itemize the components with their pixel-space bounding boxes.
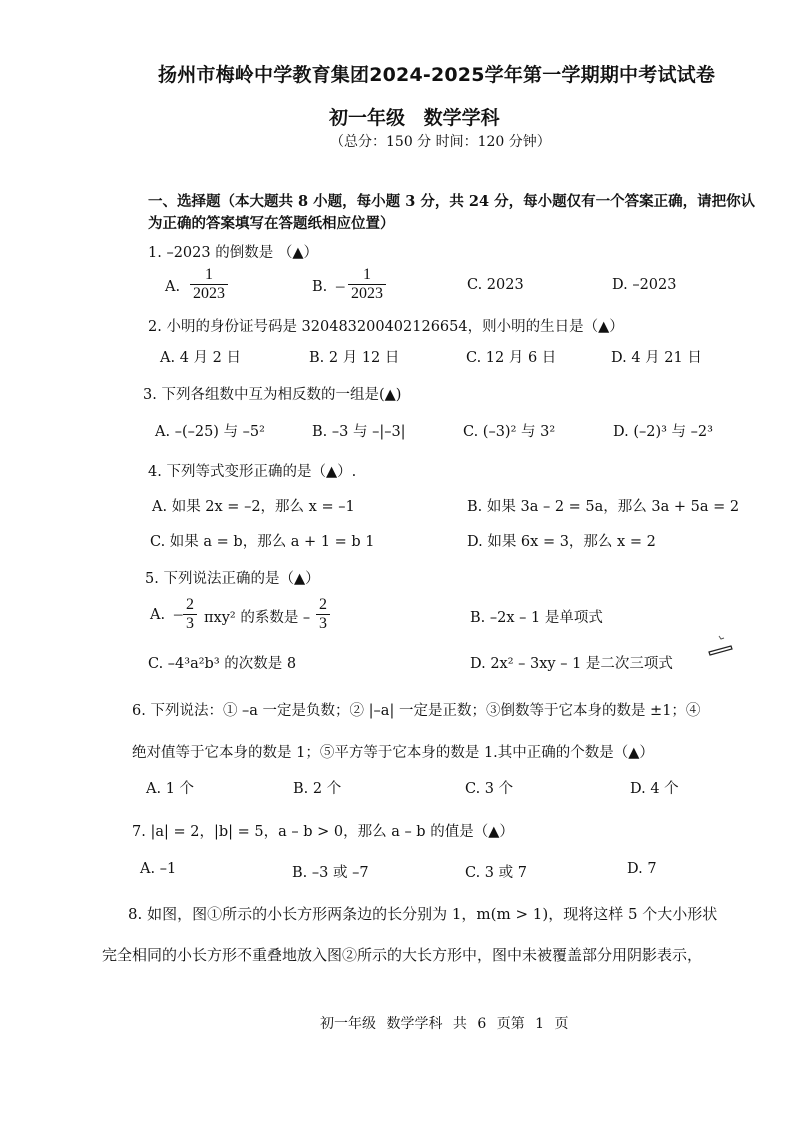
fraction-denominator: 3 bbox=[319, 615, 327, 632]
question-4-option-a: A. 如果 2x = –2，那么 x = –1 bbox=[152, 499, 355, 515]
question-6-option-d: D. 4 个 bbox=[630, 781, 679, 797]
question-4-option-c: C. 如果 a = b，那么 a + 1 = b 1 bbox=[150, 534, 375, 550]
fraction-numerator: 1 bbox=[363, 266, 371, 283]
fraction-denominator: 3 bbox=[186, 615, 194, 632]
exam-title: 扬州市梅岭中学教育集团2024-2025学年第一学期期中考试试卷 bbox=[158, 64, 716, 86]
question-1-option-b-label: B. bbox=[312, 279, 328, 295]
fraction-numerator: 1 bbox=[205, 266, 213, 283]
question-2-stem: 2. 小明的身份证号码是 320483200402126654，则小明的生日是（▲） bbox=[148, 319, 624, 335]
section-1-heading: 一、选择题（本大题共 8 小题，每小题 3 分，共 24 分，每小题仅有一个答案正确，请把你认为正确的答案填写在答题纸相应位置） bbox=[148, 193, 756, 232]
question-7-option-b: B. –3 或 –7 bbox=[292, 865, 369, 881]
question-5-option-c: C. –4³a²b³ 的次数是 8 bbox=[148, 656, 297, 672]
question-1-option-a-label: A. bbox=[165, 279, 181, 295]
score-time-info: （总分：150 分 时间：120 分钟） bbox=[330, 134, 551, 150]
fraction-denominator: 2023 bbox=[193, 285, 225, 302]
fraction-numerator: 2 bbox=[186, 596, 194, 613]
scan-smudge-mark bbox=[707, 632, 733, 658]
question-7-option-a: A. –1 bbox=[140, 861, 177, 877]
question-4-option-b: B. 如果 3a – 2 = 5a，那么 3a + 5a = 2 bbox=[467, 499, 740, 515]
question-5-option-a-label: A. bbox=[150, 607, 166, 623]
question-8-stem-line1: 8. 如图，图①所示的小长方形两条边的长分别为 1，m(m > 1)，现将这样 5 个大小形状 bbox=[128, 905, 718, 923]
question-6-stem-line1: 6. 下列说法：① –a 一定是负数；② |–a| 一定是正数；③倒数等于它本身的数是 ±1；④ bbox=[132, 703, 701, 719]
page-footer: 初一年级 数学学科 共 6 页第 1 页 bbox=[320, 1016, 569, 1032]
question-5-option-a-text: πxy² 的系数是 – bbox=[204, 610, 311, 626]
question-8-stem-line2: 完全相同的小长方形不重叠地放入图②所示的大长方形中，图中未被覆盖部分用阴影表示， bbox=[102, 946, 703, 964]
question-5-option-d: D. 2x² – 3xy – 1 是二次三项式 bbox=[470, 656, 673, 672]
question-5-option-a-sign: – bbox=[174, 604, 183, 623]
question-7-option-c: C. 3 或 7 bbox=[465, 865, 527, 881]
question-7-option-d: D. 7 bbox=[627, 861, 657, 877]
question-1-option-c: C. 2023 bbox=[467, 277, 524, 293]
question-3-option-c: C. (–3)² 与 3² bbox=[463, 424, 556, 440]
question-5-stem: 5. 下列说法正确的是（▲） bbox=[145, 571, 320, 587]
question-1-option-b-sign: – bbox=[336, 276, 345, 295]
question-5-option-a-fraction-2 bbox=[316, 596, 330, 633]
question-2-option-b: B. 2 月 12 日 bbox=[309, 350, 400, 366]
question-1-option-a-fraction bbox=[190, 266, 228, 303]
question-1-option-d: D. –2023 bbox=[612, 277, 677, 293]
fraction-denominator: 2023 bbox=[351, 285, 383, 302]
question-3-option-d: D. (–2)³ 与 –2³ bbox=[613, 424, 713, 440]
question-1-stem: 1. –2023 的倒数是 （▲） bbox=[148, 245, 318, 261]
question-2-option-c: C. 12 月 6 日 bbox=[466, 350, 557, 366]
question-2-option-d: D. 4 月 21 日 bbox=[611, 350, 702, 366]
question-7-stem: 7. |a| = 2，|b| = 5，a – b > 0，那么 a – b 的值是（▲） bbox=[132, 824, 514, 840]
question-5-option-b: B. –2x – 1 是单项式 bbox=[470, 610, 603, 626]
question-5-option-a-fraction bbox=[183, 596, 197, 633]
question-4-stem: 4. 下列等式变形正确的是（▲）. bbox=[148, 464, 357, 480]
question-1-option-b-fraction bbox=[348, 266, 386, 303]
question-4-option-d: D. 如果 6x = 3，那么 x = 2 bbox=[467, 534, 656, 550]
question-3-option-a: A. –(–25) 与 –5² bbox=[155, 424, 265, 440]
question-6-stem-line2: 绝对值等于它本身的数是 1；⑤平方等于它本身的数是 1.其中正确的个数是（▲） bbox=[132, 745, 654, 761]
question-3-option-b: B. –3 与 –|–3| bbox=[312, 424, 406, 440]
question-2-option-a: A. 4 月 2 日 bbox=[160, 350, 241, 366]
exam-subtitle: 初一年级 数学学科 bbox=[329, 107, 500, 129]
question-3-stem: 3. 下列各组数中互为相反数的一组是(▲) bbox=[143, 387, 402, 403]
question-6-option-a: A. 1 个 bbox=[146, 781, 195, 797]
question-6-option-b: B. 2 个 bbox=[293, 781, 342, 797]
fraction-numerator: 2 bbox=[319, 596, 327, 613]
question-6-option-c: C. 3 个 bbox=[465, 781, 514, 797]
